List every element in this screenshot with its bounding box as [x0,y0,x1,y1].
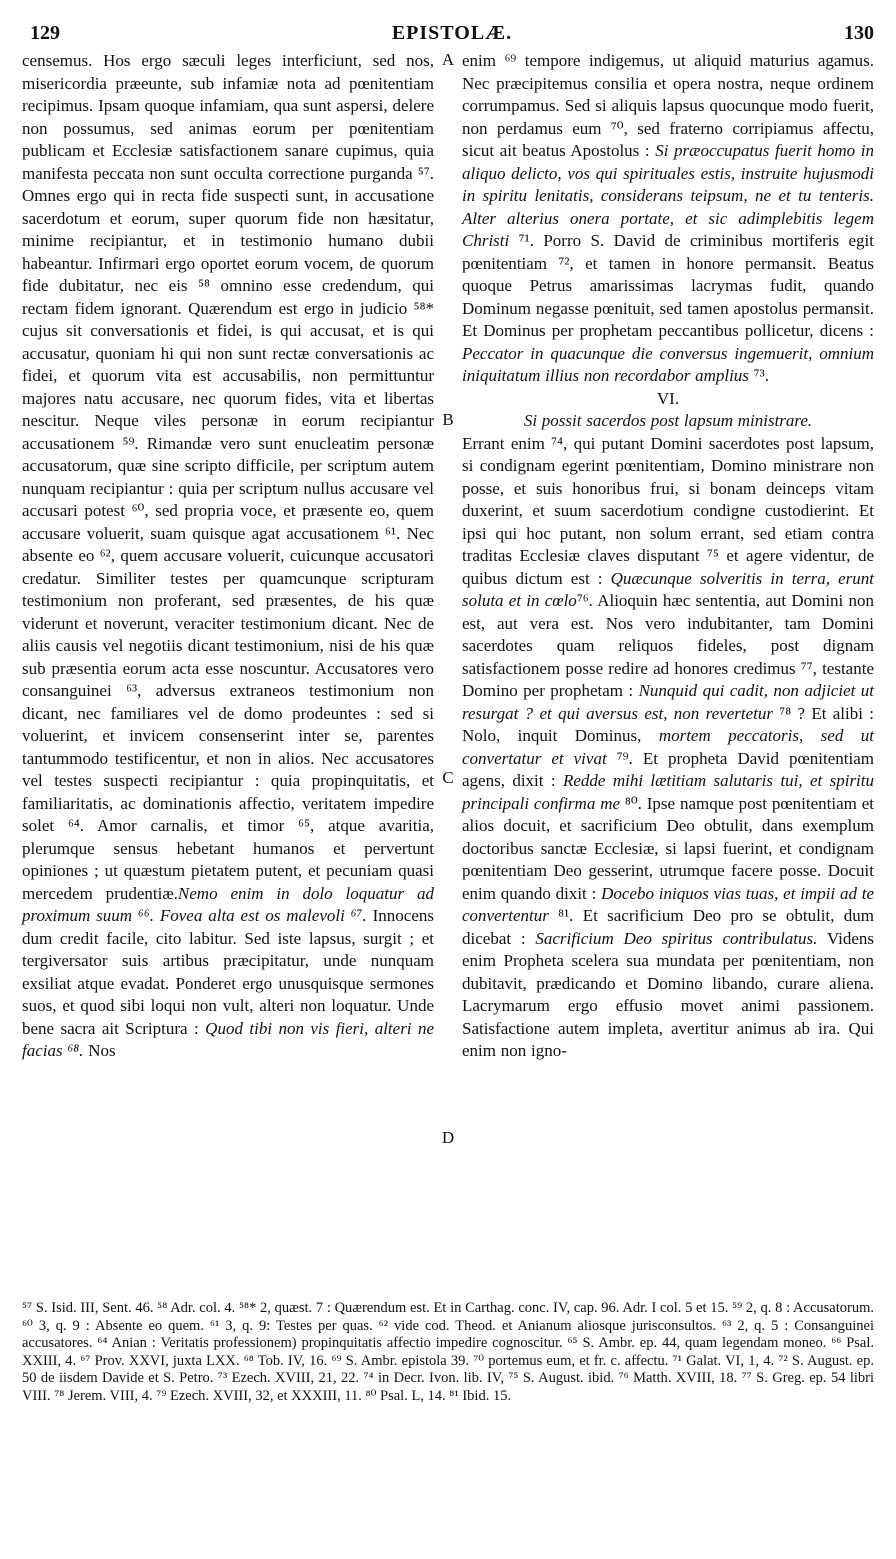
right-text: ⁸¹. Et sacrificium Deo pro se obtulit, dum dicebat : [462,906,875,948]
margin-marker-c: C [442,768,454,787]
right-quote: Peccator in quacunque die conversus ingemuerit, omnium iniquitatum illius non recordabor amplius [462,343,874,385]
left-quote-1: Nemo enim in dolo loquatur ad proximum suum ⁶⁶. Fovea alta est os malevoli ⁶⁷. [22,883,434,925]
margin-marker-d: D [441,1128,455,1147]
right-column [462,50,874,1063]
right-text: ⁸⁰. Ipse namque post pœnitentiam et alios docuit, et sacrificium Deo obtulit, dans exemplum doctoribus sanctæ Ecclesiæ, si lapsi fuerint, et condignam pœnitentiam Deo gesserint, utrumque facere posse. Docuit enim quando dixit : [462,793,875,903]
right-text: Videns enim Propheta scelera sua mundata per pœnitentiam, non dubitavit, prædicando et Domino libando, curare aliena. Lacrymarum ergo effusio movet animi passionem. Satisfactione autem impleta, avertitur animus ab ira. Qui enim non igno- [462,928,875,1060]
footnotes: ⁵⁷ S. Isid. III, Sent. 46. ⁵⁸ Adr. col. 4. ⁵⁸* 2, quæst. 7 : Quærendum est. Et in Carthag. conc. IV, cap. 96. Adr. I col. 5 et 15. ⁵⁹ 2, q. 8 : Accusatorum. ⁶⁰ 3, q. 9 : Absente eo quem. ⁶¹ 3, q. 9: Testes per quas. ⁶² vide cod. Theod. et Anianum aliosque jurisconsultos. ⁶³ 2, q. 5 : Consanguinei accusatores. ⁶⁴ Anian : Veritatis professionem) propinquitatis affectio impedire cognoscitur. ⁶⁵ S. Ambr. ep. 44, quam legendam moneo. ⁶⁶ Psal. XXIII, 4. ⁶⁷ Prov. XXVI, juxta LXX. ⁶⁸ Tob. IV, 16. ⁶⁹ S. Ambr. epistola 39. ⁷⁰ portemus eum, et fr. c. affectu. ⁷¹ Galat. VI, 1, 4. ⁷² S. August. ep. 50 de iisdem Davide et S. Petro. ⁷³ Ezech. XVIII, 21, 22. ⁷⁴ in Decr. Ivon. lib. IV, ⁷⁵ S. August. ibid. ⁷⁶ Matth. XVIII, 18. ⁷⁷ S. Greg. ep. 54 libri VIII. ⁷⁸ Jerem. VIII, 4. ⁷⁹ Ezech. XVIII, 32, et XXXIII, 11. ⁸⁰ Psal. L, 14. ⁸¹ Ibid. 15. [22,1300,874,1404]
right-text: enim ⁶⁹ tempore indigemus, ut aliquid maturius agamus. Nec præcipitemus consilia et opera nostra, neque ordinem corrumpamus. Sed si aliquis lapsus quocunque modo fuerit, non perdamus eum ⁷⁰, sed fraterno corripiamus affectu, sicut ait beatus Apostolus : [462,51,874,160]
left-text-3: Nos [88,1041,116,1060]
left-paragraph [22,50,434,1063]
page-number-left: 129 [30,22,60,44]
right-paragraph-1 [462,50,874,388]
right-text: ⁷⁹. Et propheta David pœnitentiam agens, dixit : [462,748,875,790]
right-text: ⁷⁶. Alioquin hæc sententia, aut Domini non est, aut vera est. Nos vero indubitanter, tam Domini sacerdotes quam reliquos fideles, post dignam satisfactionem posse redire ad honores credimus ⁷⁷, testante Domino per prophetam : [462,591,874,700]
left-text-2: Innocens dum credit facile, cito labitur. Sed iste lapsus, surgit ; et tergiversator suis artibus præcipitatur, unde nunquam exsiliat atque evadat. Ponderet ergo unusquisque sermones suos, et quod sibi loqui non vult, alteri non loquatur. Unde bene sacra ait Scriptura : [22,906,434,1038]
left-quote-2: Quod tibi non vis fieri, alteri ne facias ⁶⁸. [22,1018,434,1060]
margin-marker-b: B [442,410,454,429]
section-title: Si possit sacerdos post lapsum ministrare. [523,411,813,430]
page-number-right: 130 [844,22,874,44]
right-text: ⁷⁸ ? Et alibi : Nolo, inquit Dominus, [462,703,875,745]
right-quote: Si præoccupatus fuerit homo in aliquo delicto, vos qui spirituales estis, instruite hujusmodi in spiritu lenitatis, considerans teipsum, ne et tu tenteris. Alter alterius onera portate, et sic adimplebitis legem Christi [462,141,874,250]
left-column [22,50,434,1063]
right-quote: Redde mihi lætitiam salutaris tui, et spiritu principali confirma me [462,771,874,813]
right-quote: Quæcunque solveritis in terra, erunt soluta et in cœlo [462,568,874,610]
running-title: EPISTOLÆ. [391,22,513,44]
left-text-1: censemus. Hos ergo sæculi leges interficiunt, sed nos, misericordia præeunte, sub infamiæ nota ad pœnitentiam recipimus. Ipsam quoque infamiam, qua sunt aspersi, delere non possumus, sed animas eorum per pœnitentiam publicam et Ecclesiæ satisfactionem sanare cupimus, quia manifesta peccata non sunt occulta correctione purganda ⁵⁷. Omnes ergo qui in recta fide suspecti sunt, in accusatione sacerdotum et eorum, super quorum fide non hæsitatur, minime recipiantur, et in testimonio humano dubii habeantur. Infirmari ergo oportet eorum vocem, de quorum fide dubitatur, nec eis ⁵⁸ omnino esse credendum, qui rectam fidem ignorant. Quærendum est ergo in judicio ⁵⁸* cujus sit conversationis et fidei, is qui accusat, et is qui accusatur, quoniam hi qui non sunt rectæ conversationis ac fidei, et quorum vita est accusabilis, non permittuntur majores natu accusare, nec quorum fides, vita et libertas nescitur. Neque viles personæ in eorum recipiantur accusationem ⁵⁹. Rimandæ vero sunt enucleatim personæ accusatorum, quæ sine scripto difficile, per scriptum autem nunquam recipiantur : quia per scriptum nullus accusare vel accusari potest ⁶⁰, sed propria voce, et præsente eo, quem accusare voluerit, suam quisque agat accusationem ⁶¹. Nec absente eo ⁶², quem accusare voluerit, cuicunque accusatori credatur. Similiter testes per quamcunque scripturam testimonium non proferant, sed præsentes, de his quæ viderunt et noverunt, veraciter testimonium dicant. Nec de aliis causis vel negotiis dicant testimonium, nisi de his quæ sub præsentia eorum acta esse noscuntur. Accusatores vero consanguinei ⁶³, adversus extraneos testimonium non dicant, nec familiares vel de domo prodeuntes : sed si voluerint, et invicem consenserint inter se, parentes tantummodo testificentur, et non in alios. Nec accusatores vel testes suspecti recipiantur : quia propinquitatis, et familiaritatis, ac dominationis affectio, veritatem impedire solet ⁶⁴. Amor carnalis, et timor ⁶⁵, atque avaritia, plerumque sensus hebetant humanos et pervertunt opiniones ; ut quæstum pietatem putent, et pecuniam quasi mercedem prudentiæ. [22,51,434,903]
right-text: Errant enim ⁷⁴, qui putant Domini sacerdotes post lapsum, si condignam egerint pœnitentiam, Domino ministrare non posse, et suis honoribus frui, si bonam deinceps vitam duxerint, et suum sacerdotium condigne custodierint. Et ipsi qui hoc putant, non solum errant, sed etiam contra traditas Ecclesiæ claves disputant ⁷⁵ et agere videntur, de quibus dictum est : [462,433,874,588]
right-quote: Nunquid qui cadit, non adjiciet ut resurgat ? et qui aversus est, non revertetur [462,681,874,723]
right-text: ⁷³. [753,366,769,385]
right-quote: mortem peccatoris, sed ut convertatur et vivat [462,726,874,768]
right-quote: Sacrificium Deo spiritus contribulatus. [535,928,818,948]
section-number: VI. [656,388,680,408]
right-text: ⁷¹. Porro S. David de criminibus mortiferis egit pœnitentiam ⁷², et tamen in honore permansit. Beatus quoque Petrus amarissimas lacrymas fudit, quando Dominum negasse pœnituit, sed tamen apostolus permansit. Et Dominus per prophetam peccantibus pollicetur, dicens : [462,231,875,340]
right-paragraph-2 [462,433,874,1063]
page-header [30,22,874,44]
margin-marker-a: A [441,50,455,69]
right-quote: Docebo iniquos vias tuas, et impii ad te convertentur [462,883,874,925]
